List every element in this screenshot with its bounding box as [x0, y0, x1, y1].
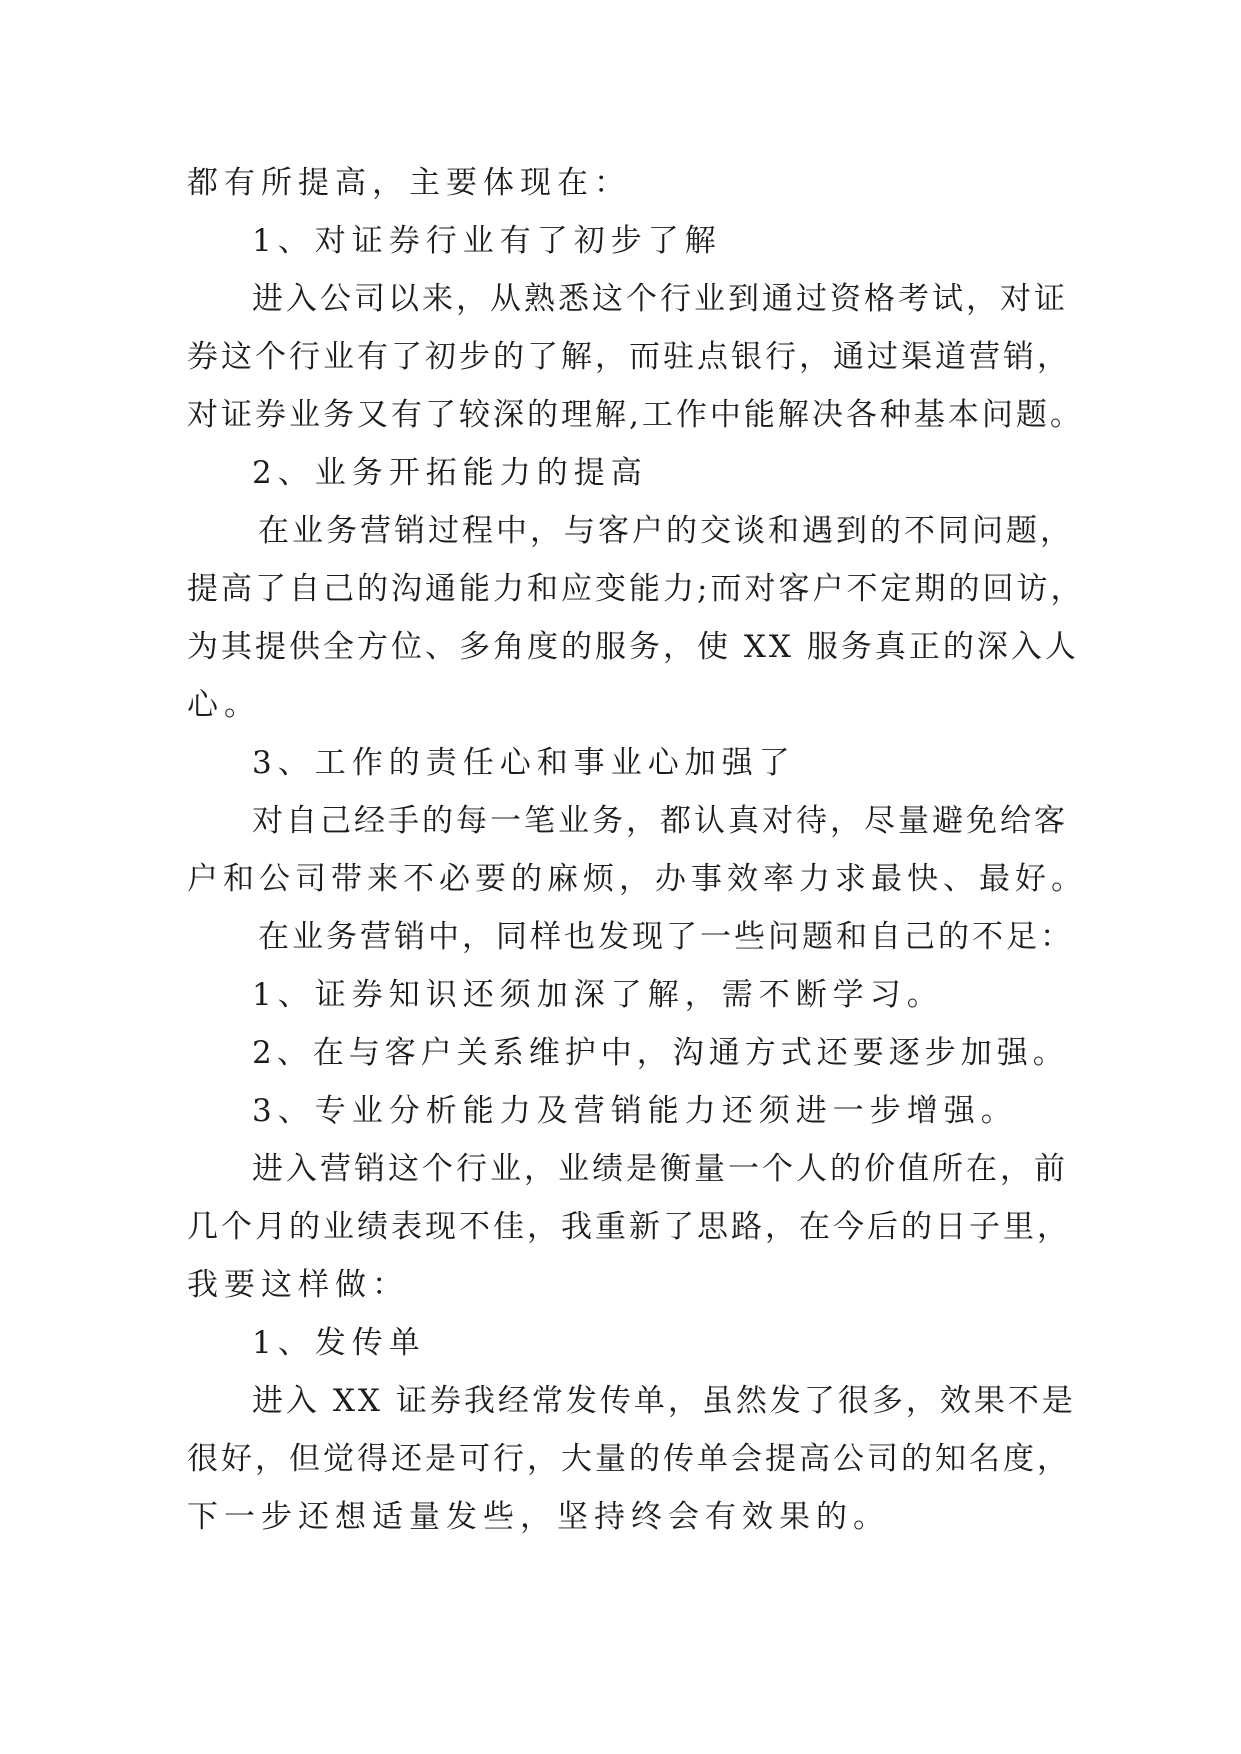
- text-line: 进入 XX 证券我经常发传单，虽然发了很多，效果不是: [252, 1383, 1076, 1419]
- list-heading: 1、发传单: [252, 1325, 426, 1361]
- list-heading: 2、业务开拓能力的提高: [252, 455, 648, 491]
- text-line: 提高了自己的沟通能力和应变能力;而对客户不定期的回访，: [187, 571, 1085, 607]
- text-line: 进入营销这个行业，业绩是衡量一个人的价值所在，前: [252, 1151, 1068, 1187]
- text-line: 在业务营销中，同样也发现了一些问题和自己的不足：: [258, 919, 1074, 955]
- text-line: 心。: [187, 687, 261, 723]
- text-line: 几个月的业绩表现不佳，我重新了思路，在今后的日子里，: [187, 1209, 1071, 1245]
- text-line: 对自己经手的每一笔业务，都认真对待，尽量避免给客: [252, 803, 1068, 839]
- list-item: 3、专业分析能力及营销能力还须进一步增强。: [252, 1093, 1018, 1129]
- list-item: 2、在与客户关系维护中，沟通方式还要逐步加强。: [252, 1035, 1069, 1071]
- text-line: 对证券业务又有了较深的理解,工作中能解决各种基本问题。: [187, 397, 1084, 433]
- text-line: 券这个行业有了初步的了解，而驻点银行，通过渠道营销，: [187, 339, 1071, 375]
- text-line: 都有所提高，主要体现在：: [187, 165, 631, 201]
- text-line: 很好，但觉得还是可行，大量的传单会提高公司的知名度，: [187, 1441, 1071, 1477]
- text-line: 我要这样做：: [187, 1267, 409, 1303]
- text-line: 下一步还想适量发些，坚持终会有效果的。: [187, 1499, 890, 1535]
- text-line: 在业务营销过程中，与客户的交谈和遇到的不同问题，: [258, 513, 1074, 549]
- list-heading: 3、工作的责任心和事业心加强了: [252, 745, 796, 781]
- text-line: 户和公司带来不必要的麻烦，办事效率力求最快、最好。: [187, 861, 1087, 897]
- list-item: 1、证券知识还须加深了解，需不断学习。: [252, 977, 944, 1013]
- text-line: 为其提供全方位、多角度的服务，使 XX 服务真正的深入人: [187, 629, 1079, 665]
- list-heading: 1、对证券行业有了初步了解: [252, 223, 722, 259]
- text-line: 进入公司以来，从熟悉这个行业到通过资格考试，对证: [252, 281, 1068, 317]
